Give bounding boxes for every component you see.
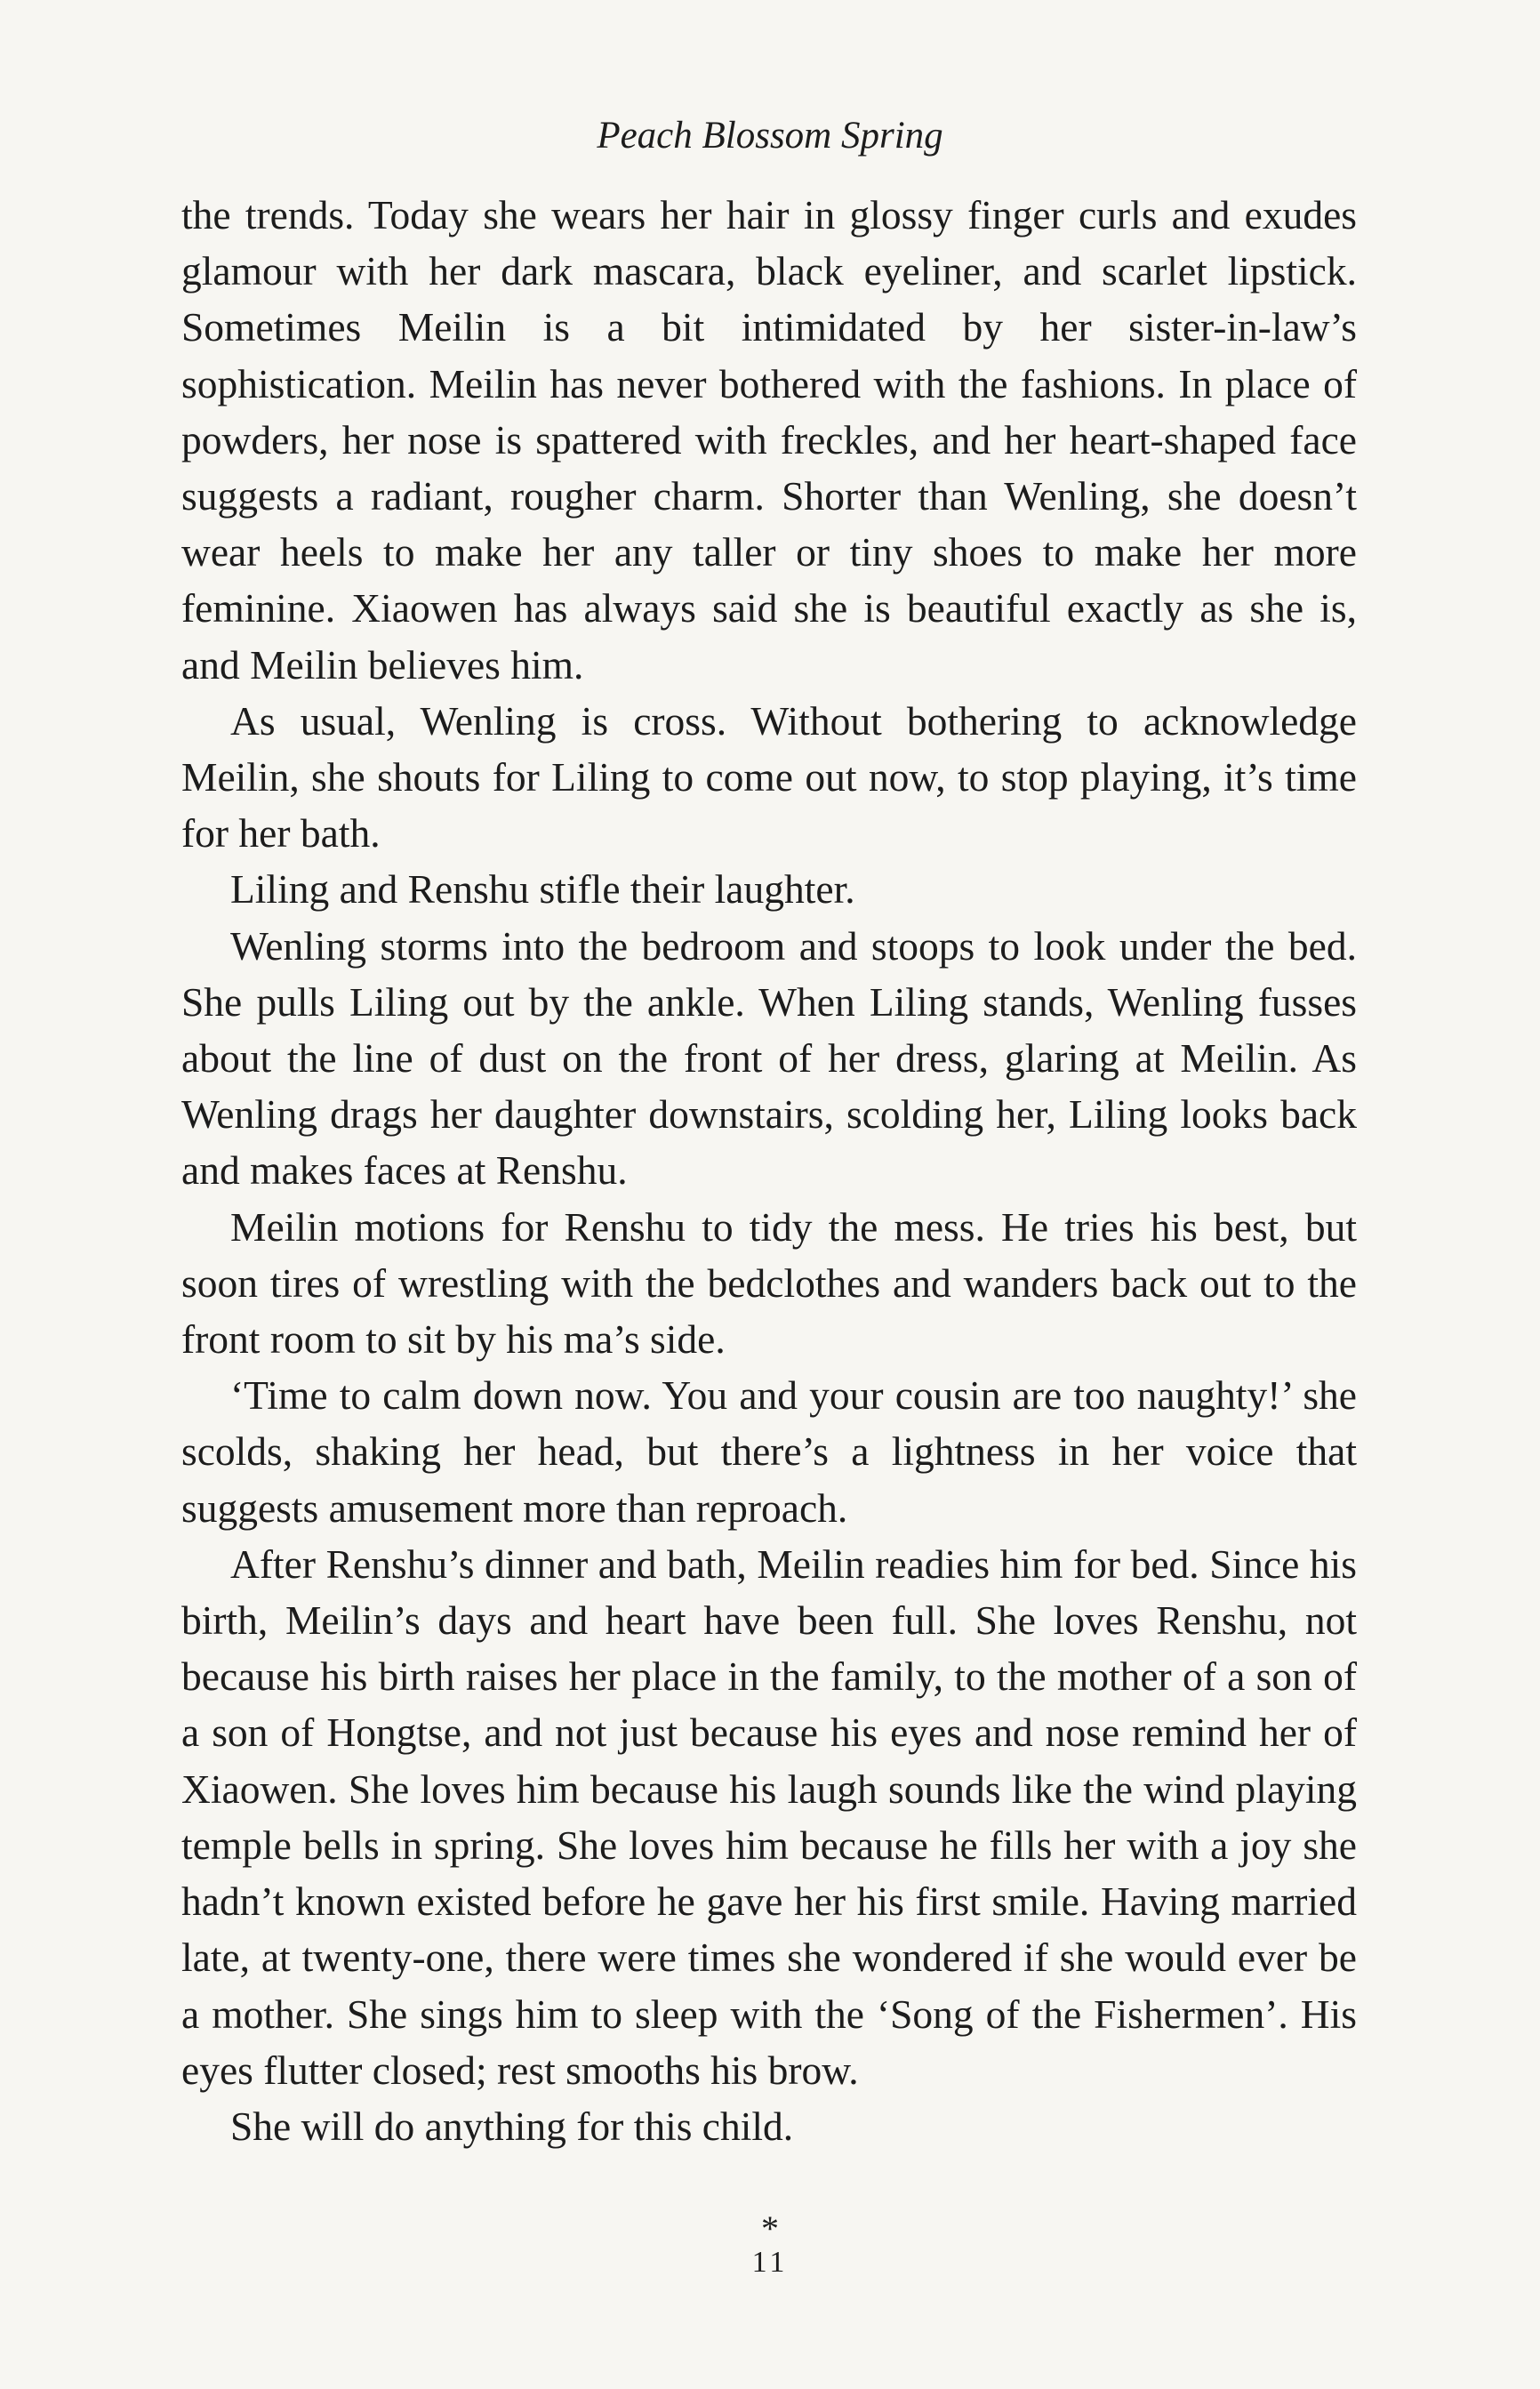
- paragraph: Liling and Renshu stifle their laughter.: [230, 866, 855, 913]
- paragraph: the trends. Today she wears her hair in glossy finger curls and exudes glamour with her dark mascara, black eyeliner, and scarlet lipstick. Sometimes Meilin is a bit intimidated by her sister-in-law’s sophistication. Meilin has never bothered with the fashions. In place of powders, her nose is spattered with freckles, and her heart-shaped face suggests a radiant, rougher charm. Shorter than Wenling, she doesn’t wear heels to make her any taller or tiny shoes to make her more feminine. Xiaowen has always said she is beautiful exactly as she is, and Meilin believes him.: [181, 192, 1357, 688]
- paragraph: After Renshu’s dinner and bath, Meilin readies him for bed. Since his birth, Meilin’s days and heart have been full. She loves Renshu, not because his birth raises her place in the family, to the mother of a son of a son of Hongtse, and not just because his eyes and nose remind her of Xiaowen. She loves him because his laugh sounds like the wind playing temple bells in spring. She loves him because he fills her with a joy she hadn’t known existed before he gave her his first smile. Having married late, at twenty-one, there were times she wondered if she would ever be a mother. She sings him to sleep with the ‘Song of the Fishermen’. His eyes flutter closed; rest smooths his brow.: [181, 1540, 1357, 2093]
- body-text: [181, 187, 1357, 2154]
- paragraph: Wenling storms into the bedroom and stoops to look under the bed. She pulls Liling out by the ankle. When Liling stands, Wenling fusses about the line of dust on the front of her dress, glaring at Meilin. As Wenling drags her daughter downstairs, scolding her, Liling looks back and makes faces at Renshu.: [181, 922, 1357, 1194]
- paragraph: She will do anything for this child.: [230, 2103, 794, 2149]
- paragraph: ‘Time to calm down now. You and your cousin are too naughty!’ she scolds, shaking her head, but there’s a lightness in her voice that suggests amusement more than reproach.: [181, 1372, 1357, 1531]
- paragraph: As usual, Wenling is cross. Without bothering to acknowledge Meilin, she shouts for Liling to come out now, to stop playing, it’s time for her bath.: [181, 697, 1357, 857]
- paragraph: Meilin motions for Renshu to tidy the mess. He tries his best, but soon tires of wrestling with the bedclothes and wanders back out to the front room to sit by his ma’s side.: [181, 1203, 1357, 1363]
- page-number: 11: [751, 2246, 789, 2279]
- running-head: Peach Blossom Spring: [597, 115, 943, 157]
- section-break: *: [761, 2208, 779, 2248]
